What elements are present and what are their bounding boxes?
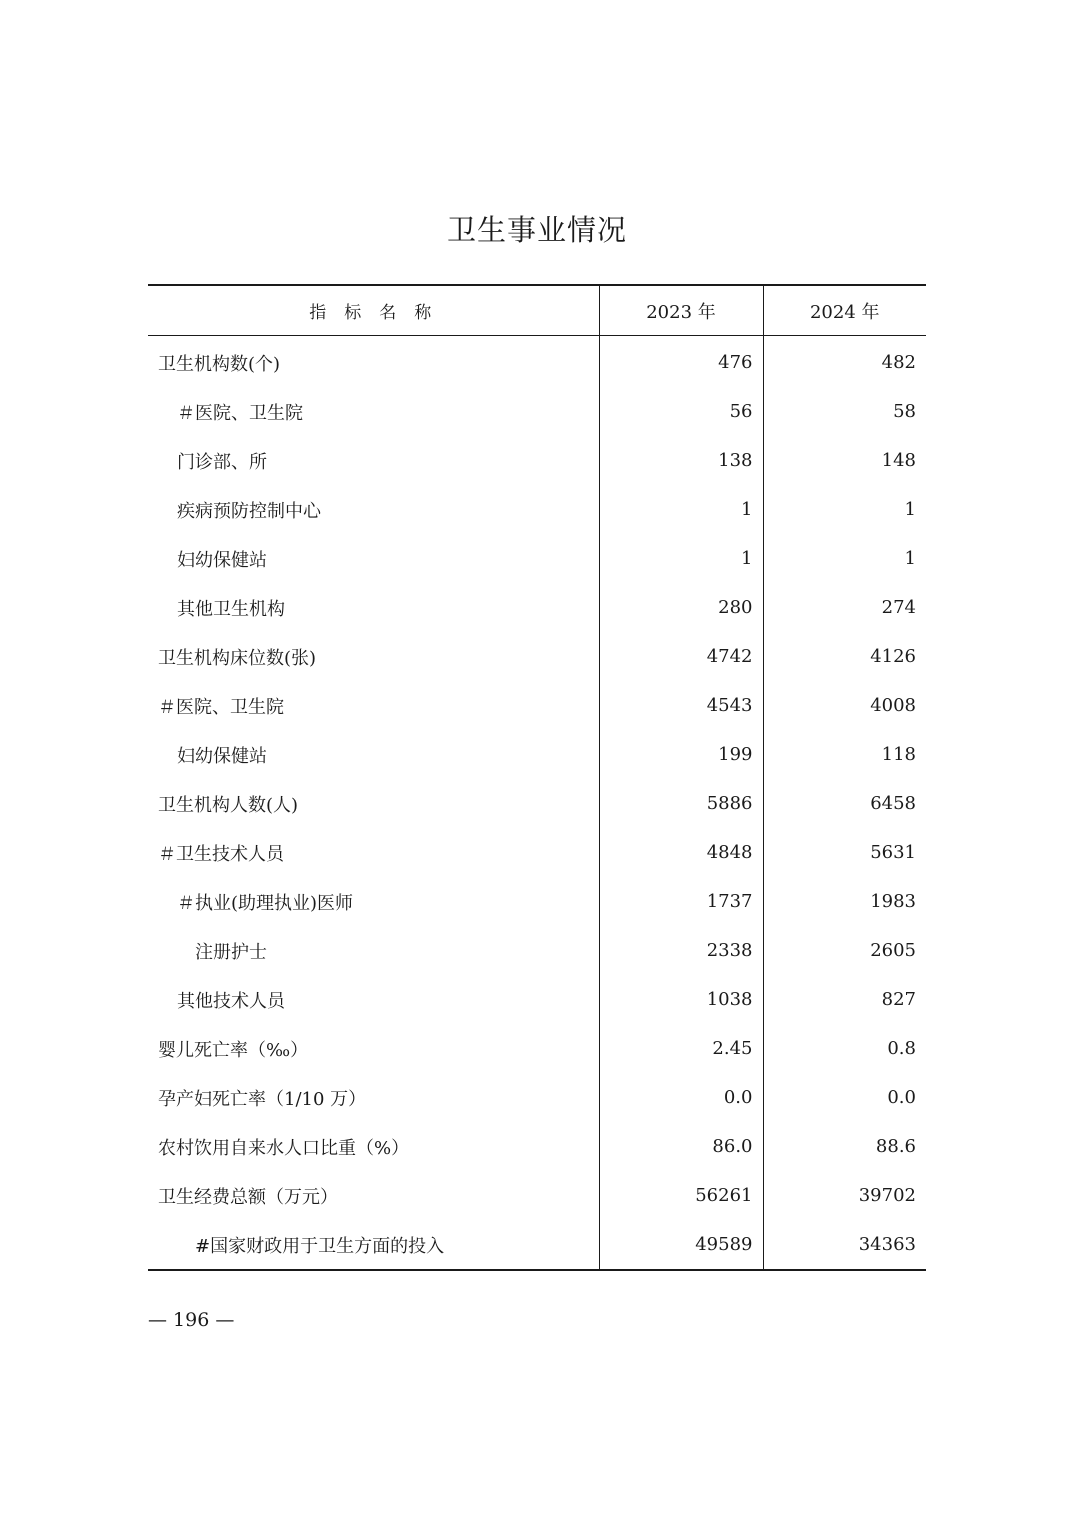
table-row (148, 583, 926, 632)
row-value-2023: 1737 (599, 877, 763, 926)
row-value-2024: 5631 (763, 828, 926, 877)
row-value-2024: 0.8 (763, 1024, 926, 1073)
row-value-2024: 4008 (763, 681, 926, 730)
row-indicator-name: 孕产妇死亡率（1/10 万） (158, 1088, 367, 1110)
row-value-2024: 1 (763, 534, 926, 583)
row-value-2024: 34363 (763, 1220, 926, 1270)
table-row (148, 336, 926, 388)
row-value-2024: 39702 (763, 1171, 926, 1220)
row-value-2024: 88.6 (763, 1122, 926, 1171)
row-indicator-name: ＃医院、卫生院 (177, 402, 303, 424)
row-value-2023: 4848 (599, 828, 763, 877)
row-value-2023: 1 (599, 485, 763, 534)
row-value-2024: 148 (763, 436, 926, 485)
table-row (148, 1073, 926, 1122)
row-value-2024: 6458 (763, 779, 926, 828)
row-indicator-name: 卫生机构人数(人) (158, 794, 299, 816)
row-value-2023: 49589 (599, 1220, 763, 1270)
table-body (148, 336, 926, 1271)
row-indicator-name: ＃医院、卫生院 (158, 696, 284, 718)
table-row (148, 534, 926, 583)
table-row (148, 828, 926, 877)
row-value-2023: 1038 (599, 975, 763, 1024)
table-row (148, 730, 926, 779)
row-indicator-name: 卫生经费总额（万元） (158, 1186, 338, 1208)
table-row (148, 387, 926, 436)
row-value-2024: 1983 (763, 877, 926, 926)
row-value-2024: 0.0 (763, 1073, 926, 1122)
header-year-2024: 2024 年 (763, 285, 926, 336)
table-row (148, 436, 926, 485)
page-number: — 196 — (148, 1309, 235, 1331)
row-indicator-name: ＃卫生技术人员 (158, 843, 284, 865)
row-indicator-name: #国家财政用于卫生方面的投入 (195, 1235, 445, 1257)
table-row (148, 877, 926, 926)
row-indicator-name: 其他技术人员 (177, 990, 285, 1012)
row-indicator-name: 妇幼保健站 (177, 745, 267, 767)
row-value-2023: 56 (599, 387, 763, 436)
row-value-2023: 0.0 (599, 1073, 763, 1122)
table-row (148, 485, 926, 534)
row-value-2024: 4126 (763, 632, 926, 681)
table-row (148, 681, 926, 730)
row-value-2024: 482 (763, 336, 926, 388)
row-indicator-name: 门诊部、所 (177, 451, 267, 473)
table-header-row (148, 285, 926, 336)
table-row (148, 1171, 926, 1220)
row-value-2024: 827 (763, 975, 926, 1024)
row-indicator-name: ＃执业(助理执业)医师 (177, 892, 354, 914)
row-value-2023: 138 (599, 436, 763, 485)
row-value-2023: 86.0 (599, 1122, 763, 1171)
statistics-table (148, 284, 926, 1271)
table-row (148, 1122, 926, 1171)
row-indicator-name: 疾病预防控制中心 (177, 500, 321, 522)
page-title: 卫生事业情况 (446, 213, 627, 247)
table-row (148, 1024, 926, 1073)
header-year-2023: 2023 年 (599, 285, 763, 336)
table-row (148, 779, 926, 828)
row-value-2024: 1 (763, 485, 926, 534)
table-row (148, 926, 926, 975)
row-value-2024: 58 (763, 387, 926, 436)
row-value-2023: 2.45 (599, 1024, 763, 1073)
row-value-2023: 56261 (599, 1171, 763, 1220)
row-indicator-name: 其他卫生机构 (177, 598, 285, 620)
row-indicator-name: 卫生机构数(个) (158, 353, 281, 375)
row-indicator-name: 妇幼保健站 (177, 549, 267, 571)
row-value-2023: 280 (599, 583, 763, 632)
row-value-2024: 274 (763, 583, 926, 632)
row-indicator-name: 婴儿死亡率（‰） (158, 1039, 309, 1061)
row-indicator-name: 卫生机构床位数(张) (158, 647, 317, 669)
row-value-2023: 4543 (599, 681, 763, 730)
row-value-2023: 4742 (599, 632, 763, 681)
row-value-2024: 2605 (763, 926, 926, 975)
row-indicator-name: 注册护士 (195, 941, 267, 963)
row-value-2023: 2338 (599, 926, 763, 975)
row-value-2024: 118 (763, 730, 926, 779)
row-value-2023: 5886 (599, 779, 763, 828)
row-value-2023: 476 (599, 336, 763, 388)
table-row (148, 1220, 926, 1270)
row-value-2023: 1 (599, 534, 763, 583)
row-value-2023: 199 (599, 730, 763, 779)
header-indicator-name: 指标名称 (148, 285, 599, 336)
row-indicator-name: 农村饮用自来水人口比重（%） (158, 1137, 410, 1159)
table-row (148, 632, 926, 681)
table-row (148, 975, 926, 1024)
